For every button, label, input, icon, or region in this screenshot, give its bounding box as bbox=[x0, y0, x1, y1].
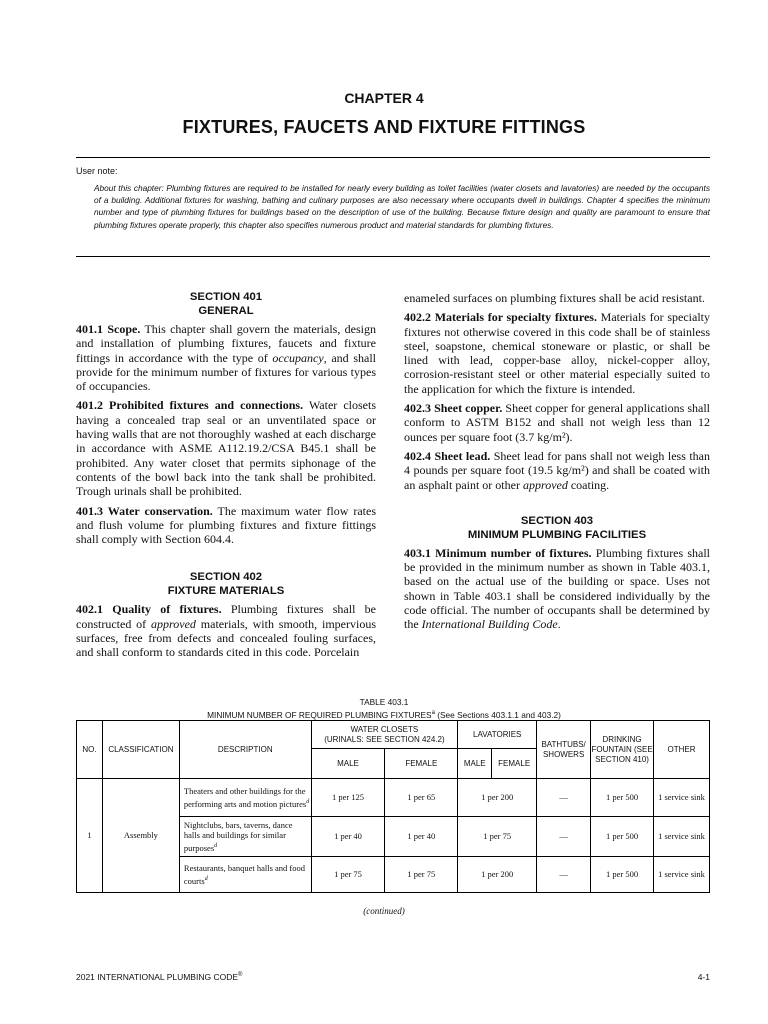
paragraph-402-4-head: 402.4 Sheet lead. bbox=[404, 448, 491, 463]
table-number: TABLE 403.1 bbox=[359, 697, 409, 707]
left-column bbox=[76, 290, 376, 665]
header-lavatories: LAVATORIES bbox=[458, 721, 537, 749]
row-description bbox=[179, 779, 311, 817]
page-number: 4-1 bbox=[697, 972, 710, 982]
paragraph-401-1 bbox=[76, 322, 376, 393]
plumbing-fixtures-table bbox=[76, 720, 710, 893]
footer-publication bbox=[76, 972, 242, 982]
section-402-subheading: FIXTURE MATERIALS bbox=[167, 585, 285, 598]
paragraph-401-1-head: 401.1 Scope. bbox=[76, 322, 141, 336]
chapter-label: CHAPTER 4 bbox=[344, 90, 424, 106]
right-column bbox=[404, 291, 710, 637]
row-wc-female: 1 per 40 bbox=[385, 817, 458, 857]
row-wc-male: 1 per 40 bbox=[311, 817, 385, 857]
row-description-footnote: d bbox=[306, 798, 310, 805]
section-403-heading: SECTION 403 bbox=[520, 514, 594, 527]
header-lav-female: FEMALE bbox=[492, 749, 537, 779]
footer-registered-mark: ® bbox=[238, 972, 243, 979]
paragraph-402-2-head: 402.2 Materials for specialty fixtures. bbox=[404, 310, 597, 325]
paragraph-402-1-continued: enameled surfaces on plumbing fixtures shall be acid resistant. bbox=[404, 291, 705, 305]
section-401-subheading: GENERAL bbox=[198, 305, 254, 317]
paragraph-402-3-text: Sheet copper for general applications shall conform to ASTM B152 and shall not weigh less than 12 ounces per square foot (3.7 kg/m²). bbox=[404, 401, 710, 444]
header-drinking-fountain: DRINKING FOUNTAIN (SEE SECTION 410) bbox=[591, 721, 654, 779]
paragraph-403-1-em: International Building Code bbox=[421, 617, 558, 632]
table-row bbox=[77, 779, 710, 817]
row-wc-female: 1 per 65 bbox=[385, 779, 458, 817]
row-lavatories: 1 per 200 bbox=[458, 857, 537, 893]
paragraph-402-1-em: approved bbox=[151, 616, 196, 631]
row-description-footnote: d bbox=[204, 875, 208, 882]
row-classification: Assembly bbox=[102, 779, 179, 893]
header-lav-male: MALE bbox=[458, 749, 492, 779]
row-lavatories: 1 per 75 bbox=[458, 817, 537, 857]
row-description bbox=[179, 857, 311, 893]
paragraph-401-3 bbox=[76, 504, 376, 547]
paragraph-401-2-head: 401.2 Prohibited fixtures and connections. bbox=[76, 398, 304, 413]
footer-publication-text: 2021 INTERNATIONAL PLUMBING CODE bbox=[76, 972, 239, 982]
paragraph-401-2 bbox=[76, 398, 376, 498]
row-description-text: Nightclubs, bars, taverns, dance halls and buildings for similar purposes bbox=[183, 819, 293, 853]
top-rule bbox=[76, 157, 710, 158]
row-wc-male: 1 per 125 bbox=[311, 779, 385, 817]
header-water-closets bbox=[311, 721, 458, 749]
row-lavatories: 1 per 200 bbox=[458, 779, 537, 817]
section-403-subheading: MINIMUM PLUMBING FACILITIES bbox=[467, 528, 647, 541]
paragraph-402-3-head: 402.3 Sheet copper. bbox=[404, 401, 503, 416]
header-no: NO. bbox=[77, 721, 103, 779]
row-wc-male: 1 per 75 bbox=[311, 857, 385, 893]
paragraph-402-2-text: Materials for specialty fixtures not otherwise covered in this code shall be of stainless steel, soapstone, chemical stoneware or plastic, or shall be lined with lead, copper-base alloy, nickel-copper alloy, corrosion-resistant steel or other material especially suited to the application for which the fixture is intended. bbox=[404, 310, 710, 396]
row-bathtubs: — bbox=[537, 817, 591, 857]
row-drinking: 1 per 500 bbox=[591, 817, 654, 857]
row-description-footnote: d bbox=[214, 842, 218, 849]
row-description bbox=[179, 817, 311, 857]
paragraph-402-1-head: 402.1 Quality of fixtures. bbox=[76, 602, 222, 617]
row-other: 1 service sink bbox=[654, 817, 710, 857]
paragraph-403-1-head: 403.1 Minimum number of fixtures. bbox=[404, 545, 592, 560]
user-note-text: About this chapter: Plumbing fixtures are required to be installed for nearly every building as toilet facilities (water closets and lavatories) are needed by the occupants of a building. Additional fixtures for washing, bathing and culinary purposes are also necessary where occupants dwell in buildings. Chapter 4 specifies the minimum number and type of plumbing fixtures for buildings based on the description of use of the building. Because fixture design and quality are paramount to ensure that plumbing fixtures operate properly, this chapter also specifies numerous product and material standards for plumbing fixtures. bbox=[94, 183, 710, 230]
paragraph-401-1-text-b: , and shall provide for the minimum number of fixtures for various types of occupancies. bbox=[76, 350, 376, 394]
paragraph-402-4-em: approved bbox=[522, 477, 568, 492]
row-other: 1 service sink bbox=[654, 779, 710, 817]
table-caption-main: MINIMUM NUMBER OF REQUIRED PLUMBING FIXTURES bbox=[207, 709, 432, 720]
paragraph-401-1-text-a: This chapter shall govern the materials, design and installation of plumbing fixtures, faucets and fixture fittings in accordance with the type of bbox=[76, 322, 376, 365]
header-classification: CLASSIFICATION bbox=[102, 721, 179, 779]
row-other: 1 service sink bbox=[654, 857, 710, 893]
chapter-title: FIXTURES, FAUCETS AND FIXTURE FITTINGS bbox=[182, 117, 586, 137]
section-401-heading: SECTION 401 bbox=[189, 291, 263, 303]
row-number: 1 bbox=[77, 779, 103, 893]
user-note-bottom-rule bbox=[76, 256, 710, 257]
paragraph-401-3-text: The maximum water flow rates and flush volume for plumbing fixtures and fixture fittings shall comply with Section 604.4. bbox=[76, 503, 376, 547]
header-water-closets-label: WATER CLOSETS bbox=[350, 724, 419, 734]
header-wc-female: FEMALE bbox=[385, 749, 458, 779]
paragraph-403-1 bbox=[404, 546, 710, 632]
paragraph-403-1-text-b: . bbox=[557, 617, 561, 632]
paragraph-402-3 bbox=[404, 401, 710, 444]
table-caption-footnote-mark: a bbox=[431, 710, 435, 716]
table-title bbox=[0, 697, 768, 721]
table-caption bbox=[0, 708, 768, 721]
paragraph-402-4 bbox=[404, 449, 710, 492]
paragraph-401-2-text: Water closets having a concealed trap seal or an unventilated space or having walls that are not thoroughly washed at each discharge in accordance with ASME A112.19.2/CSA B45.1 shall be prohibited. Any water closet that permits siphonage of the contents of the bowl back into the tank shall be prohibited. Trough urinals shall be prohibited. bbox=[76, 398, 376, 499]
header-description: DESCRIPTION bbox=[179, 721, 311, 779]
row-description-text: Theaters and other buildings for the performing arts and motion pictures bbox=[183, 786, 307, 809]
paragraph-402-1-text-b: materials, with smooth, impervious surfaces, free from defects and concealed fouling surfaces, and shall conform to standards cited in this code. Porcelain bbox=[76, 616, 376, 660]
table-caption-ref: (See Sections 403.1.1 and 403.2) bbox=[434, 709, 561, 720]
row-wc-female: 1 per 75 bbox=[385, 857, 458, 893]
paragraph-402-4-text-b: coating. bbox=[567, 477, 610, 492]
paragraph-401-1-em: occupancy bbox=[272, 350, 324, 365]
paragraph-401-3-head: 401.3 Water conservation. bbox=[76, 503, 213, 518]
row-description-text: Restaurants, banquet halls and food courts bbox=[183, 863, 306, 886]
header-water-closets-note: (URINALS: SEE SECTION 424.2) bbox=[324, 734, 445, 744]
paragraph-402-4-text-a: Sheet lead for pans shall not weigh less than 4 pounds per square foot (19.5 kg/m²) and shall be coated with an asphalt paint or other bbox=[404, 448, 710, 492]
row-bathtubs: — bbox=[537, 857, 591, 893]
paragraph-402-1 bbox=[76, 602, 376, 659]
paragraph-403-1-text-a: Plumbing fixtures shall be provided in the minimum number as shown in Table 403.1, based on the actual use of the building or space. Uses not shown in Table 403.1 shall be considered individually by the code official. The number of occupants shall be determined by the bbox=[404, 545, 711, 632]
section-402-heading: SECTION 402 bbox=[189, 571, 263, 584]
paragraph-402-1-text-a: Plumbing fixtures shall be constructed of bbox=[76, 602, 376, 631]
row-bathtubs: — bbox=[537, 779, 591, 817]
header-wc-male: MALE bbox=[311, 749, 385, 779]
row-drinking: 1 per 500 bbox=[591, 779, 654, 817]
continued-note: (continued) bbox=[363, 906, 405, 916]
user-note-label: User note: bbox=[76, 166, 118, 176]
paragraph-402-2 bbox=[404, 310, 710, 396]
header-bathtubs-showers: BATHTUBS/ SHOWERS bbox=[537, 721, 591, 779]
header-other: OTHER bbox=[654, 721, 710, 779]
row-drinking: 1 per 500 bbox=[591, 857, 654, 893]
